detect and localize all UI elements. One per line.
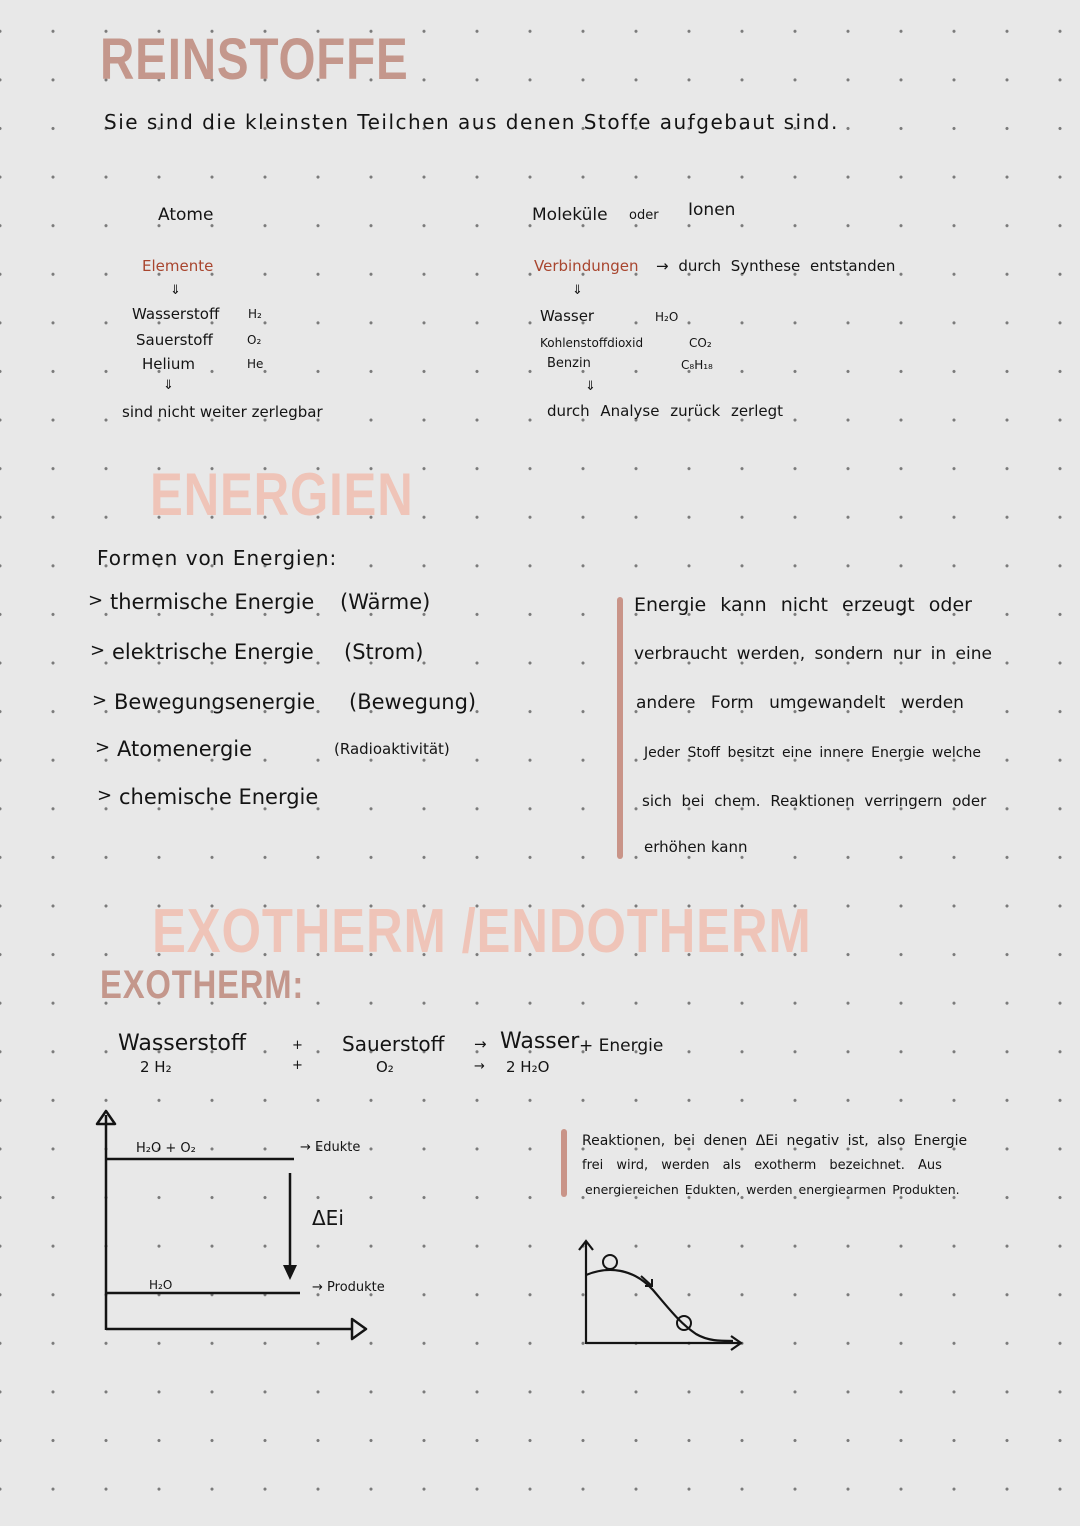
energy-form-note: (Bewegung) (349, 690, 477, 714)
delta-ei-label: ΔEi (312, 1206, 344, 1230)
equation-reactant2: Sauerstoff (342, 1032, 445, 1056)
compound-formula: H₂O (655, 310, 679, 324)
energy-form-name: Bewegungsenergie (114, 690, 316, 714)
elemente-label: Elemente (142, 257, 214, 275)
chevron-right-icon: > (90, 640, 106, 661)
energy-form-name: chemische Energie (119, 785, 319, 809)
energy-form-item (95, 737, 450, 761)
element-formula: O₂ (247, 333, 262, 347)
down-arrow-icon: ⇓ (585, 379, 596, 394)
formula-arrow: → (474, 1059, 485, 1074)
energy-form-item (90, 640, 423, 664)
reinstoffe-intro: Sie sind die kleinsten Teilchen aus denen Stoffe aufgebaut sind. (104, 110, 839, 134)
energy-form-item (92, 690, 476, 714)
element-name: Helium (142, 355, 195, 373)
callout-bar (617, 597, 623, 859)
energy-form-name: thermische Energie (110, 590, 315, 614)
note-bar (561, 1129, 567, 1197)
callout-line: erhöhen kann (644, 838, 748, 856)
down-arrow-icon: ⇓ (170, 283, 181, 298)
downhill-curve-sketch (578, 1238, 748, 1358)
compound-name: Wasser (540, 307, 595, 325)
molekuele-heading: Moleküle (532, 205, 608, 225)
chevron-right-icon: > (95, 737, 111, 758)
energy-form-note: (Wärme) (340, 590, 431, 614)
chevron-right-icon: > (97, 785, 113, 806)
diagram-edukte-label: → Edukte (300, 1140, 361, 1155)
formula-reactant1: 2 H₂ (140, 1058, 172, 1076)
energy-form-name: Atomenergie (117, 737, 253, 761)
chevron-right-icon: > (92, 690, 108, 711)
formula-reactant2: O₂ (376, 1058, 394, 1076)
callout-line: andere Form umgewandelt werden (636, 693, 964, 713)
element-formula: H₂ (248, 307, 262, 321)
callout-line: verbraucht werden, sondern nur in eine (634, 644, 992, 664)
atome-heading: Atome (158, 205, 214, 225)
element-formula: He (247, 357, 264, 371)
formula-plus: + (292, 1058, 303, 1073)
equation-arrow: → (474, 1035, 487, 1053)
compound-name: Benzin (547, 356, 591, 371)
formula-product: 2 H₂O (506, 1058, 550, 1076)
section-title-exo-endo: EXOTHERM /ENDOTHERM (152, 897, 812, 966)
element-name: Sauerstoff (136, 331, 213, 349)
atome-conclusion: sind nicht weiter zerlegbar (122, 403, 323, 421)
energy-form-note: (Radioaktivität) (334, 740, 450, 758)
ionen-heading: Ionen (688, 200, 736, 220)
equation-plus: + (292, 1038, 303, 1053)
exotherm-heading: EXOTHERM: (100, 963, 305, 1007)
diagram-bottom-level-label: H₂O (149, 1278, 173, 1292)
compound-formula: C₈H₁₈ (681, 358, 713, 372)
callout-line: Jeder Stoff besitzt eine innere Energie welche (644, 745, 981, 761)
down-arrow-icon: ⇓ (572, 283, 583, 298)
molekuele-conclusion: durch Analyse zurück zerlegt (547, 402, 784, 420)
energy-forms-heading: Formen von Energien: (97, 546, 338, 570)
chevron-right-icon: > (88, 590, 104, 611)
callout-line: Energie kann nicht erzeugt oder (634, 594, 972, 616)
verbindungen-note: → durch Synthese entstanden (656, 257, 896, 275)
compound-formula: CO₂ (689, 336, 712, 350)
callout-line: sich bei chem. Reaktionen verringern oder (642, 792, 987, 810)
section-title-reinstoffe: REINSTOFFE (100, 27, 409, 92)
diagram-top-level-label: H₂O + O₂ (136, 1141, 196, 1156)
energy-form-name: elektrische Energie (112, 640, 314, 664)
equation-product: Wasser (500, 1029, 580, 1054)
down-arrow-icon: ⇓ (163, 378, 174, 393)
energy-form-item (88, 590, 430, 614)
note-line: Reaktionen, bei denen ΔEi negativ ist, also Energie (582, 1133, 968, 1149)
equation-reactant1: Wasserstoff (118, 1031, 247, 1056)
section-title-energien: ENERGIEN (150, 461, 414, 528)
equation-energy: + Energie (579, 1036, 664, 1056)
molekuele-heading-or: oder (629, 208, 659, 223)
note-line: frei wird, werden als exotherm bezeichnet. Aus (582, 1158, 942, 1173)
compound-name: Kohlenstoffdioxid (540, 336, 644, 350)
energy-form-item (97, 785, 318, 809)
verbindungen-label: Verbindungen (534, 257, 639, 275)
diagram-produkte-label: → Produkte (312, 1280, 385, 1295)
element-name: Wasserstoff (132, 305, 220, 323)
note-line: energiereichen Edukten, werden energiearmen Produkten. (585, 1182, 960, 1197)
energy-form-note: (Strom) (344, 640, 424, 664)
